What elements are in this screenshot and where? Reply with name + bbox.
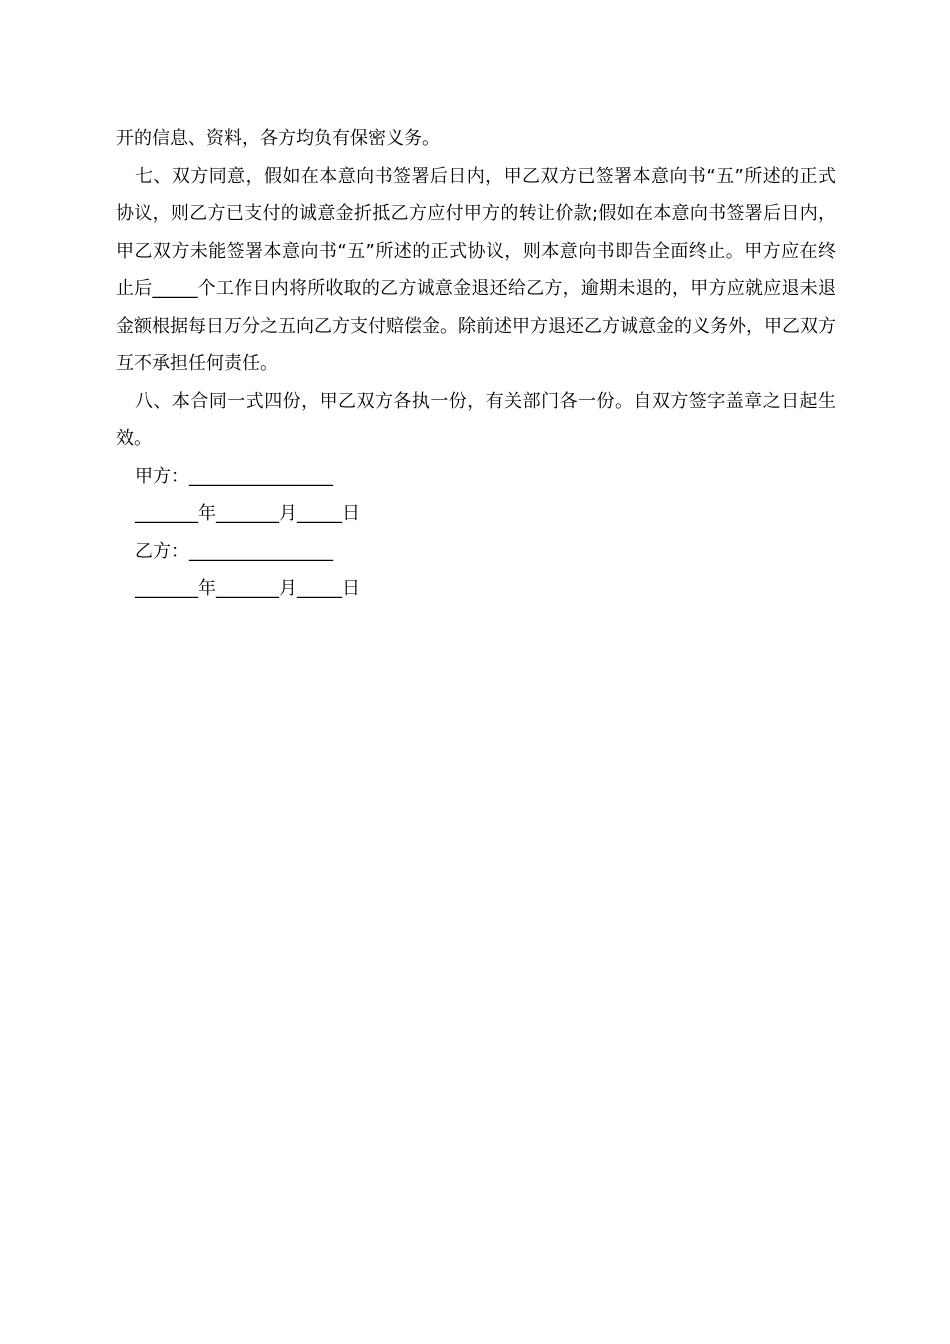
- paragraph-confidentiality-continuation: 开的信息、资料，各方均负有保密义务。: [116, 128, 440, 149]
- party-a-signature: 甲方：________________: [135, 465, 333, 487]
- party-b-date: _______年_______月_____日: [135, 578, 360, 599]
- paragraph-clause-eight: 八、本合同一式四份，甲乙双方各执一份，有关部门各一份。自双方签字盖章之日起生效。: [116, 390, 836, 449]
- party-a-date: _______年_______月_____日: [135, 503, 360, 524]
- party-b-signature: 乙方：________________: [135, 540, 333, 562]
- document-body: [116, 120, 836, 608]
- paragraph-clause-seven: 七、双方同意，假如在本意向书签署后日内，甲乙双方已签署本意向书“五”所述的正式协议，则乙方已支付的诚意金折抵乙方应付甲方的转让价款;假如在本意向书签署后日内，甲乙双方未能签署本意向书“五”所述的正式协议，则本意向书即告全面终止。甲方应在终止后_____个工作日内将所收取的乙方诚意金退还给乙方，逾期未退的，甲方应就应退未退金额根据每日万分之五向乙方支付赔偿金。除前述甲方退还乙方诚意金的义务外，甲乙双方互不承担任何责任。: [116, 165, 836, 374]
